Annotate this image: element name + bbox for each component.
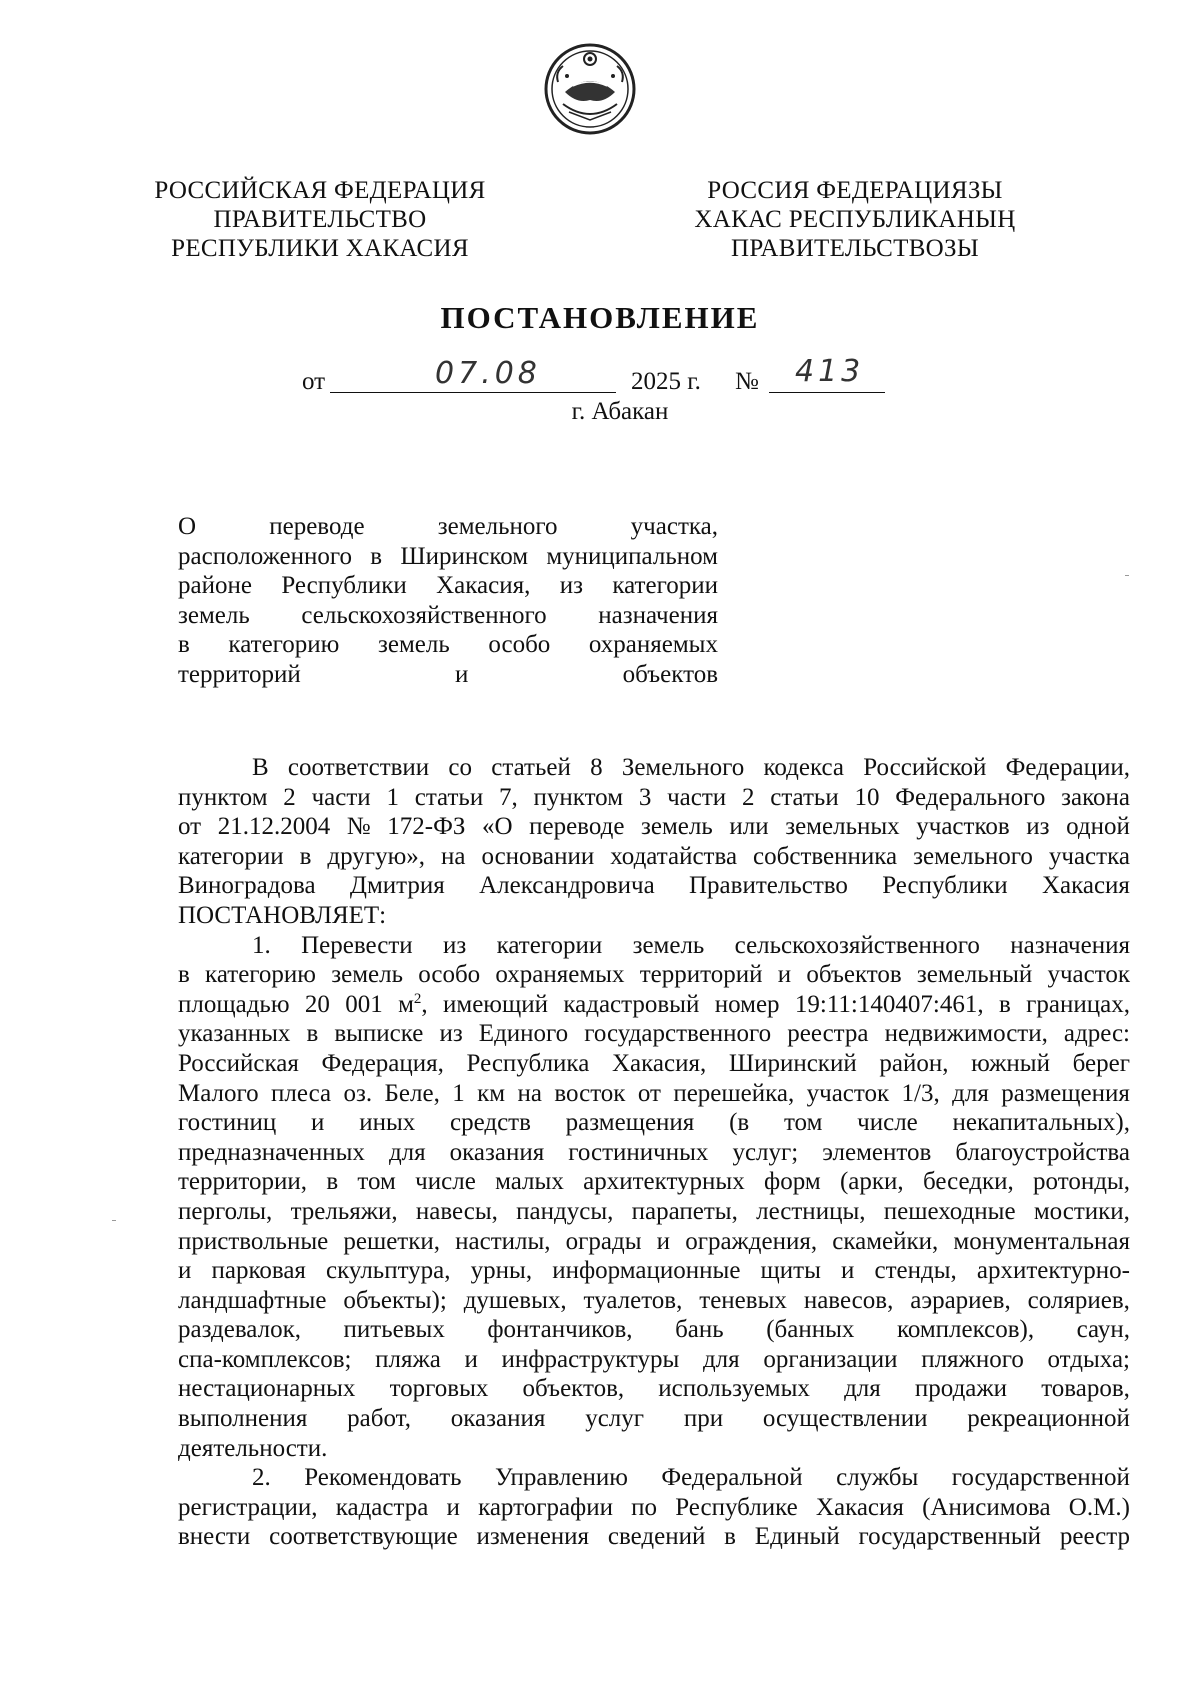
header-right-line: ПРАВИТЕЛЬСТВОЗЫ — [731, 235, 979, 262]
resolution-body — [178, 753, 1130, 1552]
city-label: г. Абакан — [571, 398, 669, 425]
body-line: В соответствии со статьей 8 Земельного кодекса Российской Федерации, — [252, 754, 1130, 781]
title-line: в категорию земель особо охраняемых — [178, 631, 718, 658]
header-right-line: РОССИЯ ФЕДЕРАЦИЯЗЫ — [707, 177, 1003, 204]
body-line: ландшафтные объекты); душевых, туалетов, теневых навесов, аэрариев, соляриев, — [178, 1286, 1130, 1314]
resolution-title — [178, 512, 718, 689]
year-label: 2025 г. — [631, 368, 701, 395]
body-line: в категорию земель особо охраняемых территорий и объектов земельный участок — [178, 961, 1130, 989]
header-right-block — [690, 176, 1020, 263]
body-line: и парковая скульптура, урны, информационные щиты и стенды, архитектурно- — [178, 1257, 1130, 1285]
header-left-block — [150, 176, 490, 263]
title-line: районе Республики Хакасия, из категории — [178, 572, 718, 599]
title-line: расположенного в Ширинском муниципальном — [178, 542, 718, 570]
body-line: категории в другую», на основании ходатайства собственника земельного участка — [178, 842, 1130, 870]
body-line: территории, в том числе малых архитектурных форм (арки, беседки, ротонды, — [178, 1168, 1130, 1196]
header-right-line: ХАКАС РЕСПУБЛИКАНЫҢ — [694, 206, 1016, 233]
body-line: пунктом 2 части 1 статьи 7, пунктом 3 части 2 статьи 10 Федерального закона — [178, 783, 1130, 811]
header-left-line: РЕСПУБЛИКИ ХАКАСИЯ — [171, 235, 469, 262]
body-line: Малого плеса оз. Беле, 1 км на восток от перешейка, участок 1/3, для размещения — [178, 1079, 1130, 1107]
body-line: деятельности. — [178, 1434, 328, 1462]
title-line: земель сельскохозяйственного назначения — [178, 601, 718, 629]
body-line: выполнения работ, оказания услуг при осуществлении рекреационной — [178, 1405, 1130, 1433]
body-line: предназначенных для оказания гостиничных услуг; элементов благоустройства — [178, 1138, 1130, 1166]
body-line: 1. Перевести из категории земель сельскохозяйственного назначения — [252, 931, 1130, 959]
body-line: раздевалок, питьевых фонтанчиков, бань (банных комплексов), саун, — [178, 1316, 1130, 1344]
title-line: О переводе земельного участка, — [178, 513, 718, 540]
body-line: внести соответствующие изменения сведений в Единый государственный реестр — [178, 1523, 1130, 1551]
body-line: приствольные решетки, настилы, ограды и ограждения, скамейки, монументальная — [178, 1227, 1130, 1255]
body-line: нестационарных торговых объектов, используемых для продажи товаров, — [178, 1375, 1130, 1403]
coat-of-arms-icon — [543, 42, 637, 136]
body-line: гостиниц и иных средств размещения (в том числе некапитальных), — [178, 1109, 1130, 1137]
body-line: 2. Рекомендовать Управлению Федеральной службы государственной — [252, 1464, 1130, 1492]
date-number-line — [0, 354, 1200, 400]
body-line: Виноградова Дмитрия Александровича Правительство Республики Хакасия — [178, 872, 1130, 900]
handwritten-number: 413 — [795, 354, 865, 389]
body-line: спа-комплексов; пляжа и инфраструктуры для организации пляжного отдыха; — [178, 1345, 1130, 1373]
body-line: ПОСТАНОВЛЯЕТ: — [178, 901, 387, 929]
body-line: регистрации, кадастра и картографии по Республике Хакасия (Анисимова О.М.) — [178, 1493, 1130, 1521]
scan-speck — [1125, 575, 1129, 576]
body-line: указанных в выписке из Единого государственного реестра недвижимости, адрес: — [178, 1020, 1130, 1048]
title-line: территорий и объектов — [178, 660, 718, 688]
body-line: перголы, трельяжи, навесы, пандусы, парапеты, лестницы, пешеходные мостики, — [178, 1197, 1130, 1225]
header-left-line: ПРАВИТЕЛЬСТВО — [213, 206, 427, 233]
document-type-title: ПОСТАНОВЛЕНИЕ — [440, 300, 760, 335]
body-line: Российская Федерация, Республика Хакасия, Ширинский район, южный берег — [178, 1049, 1130, 1077]
body-line: площадью 20 001 $м^2$, имеющий кадастровый номер 19:11:140407:461, в границах, — [178, 990, 1130, 1018]
date-from-label: от — [302, 368, 326, 395]
header-left-line: РОССИЙСКАЯ ФЕДЕРАЦИЯ — [154, 177, 486, 204]
body-line: от 21.12.2004 № 172-ФЗ «О переводе земель или земельных участков из одной — [178, 813, 1130, 841]
scan-speck — [112, 1220, 116, 1221]
number-label: № — [735, 368, 759, 395]
handwritten-date: 07.08 — [435, 356, 541, 391]
